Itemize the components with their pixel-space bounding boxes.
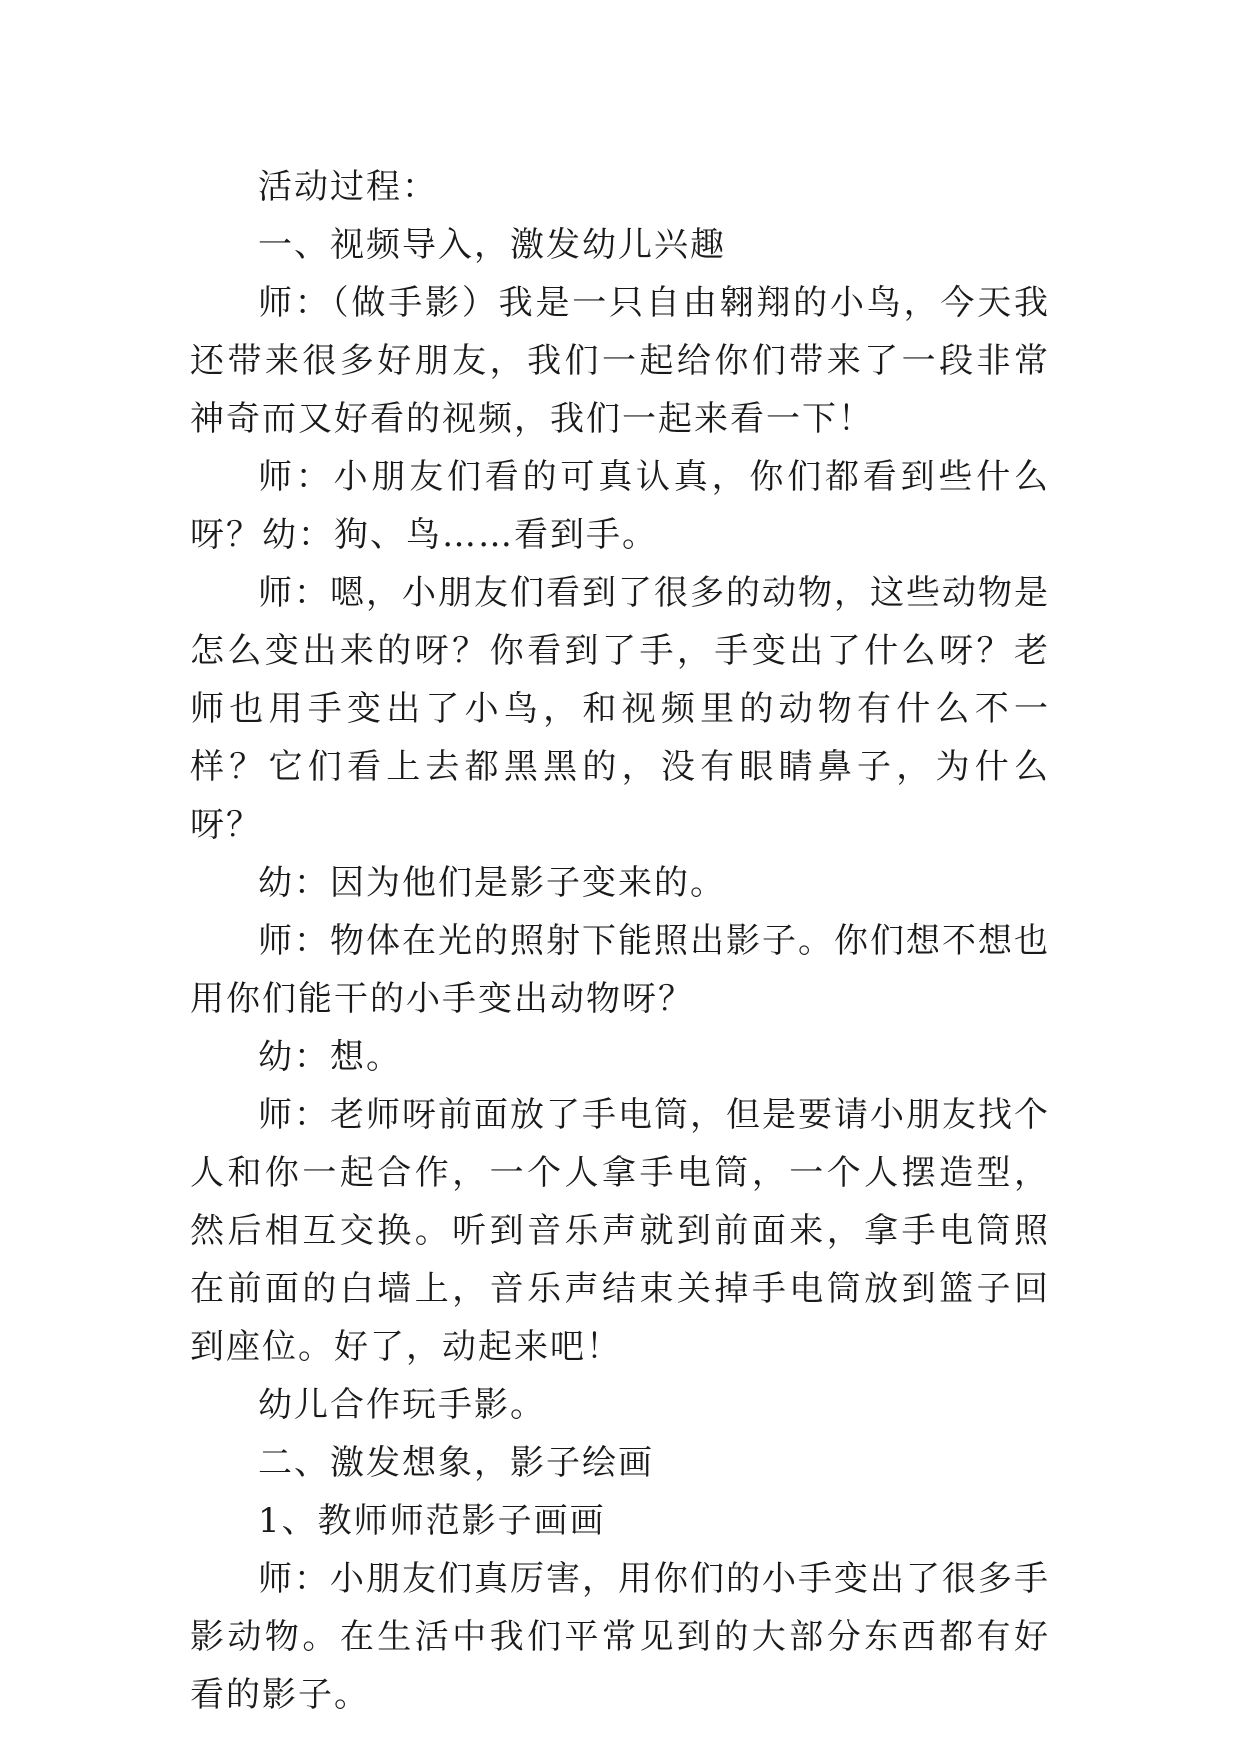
paragraph-children-play: 幼儿合作玩手影。 (258, 1385, 546, 1425)
paragraph-teacher-praise: 师：小朋友们真厉害，用你们的小手变出了很多手影动物。在生活中我们平常见到的大部分东西都有好看的影子。 (190, 1559, 1050, 1715)
subsection-heading-1: 1、教师师范影子画画 (258, 1501, 606, 1541)
paragraph-teacher-animals: 师：嗯，小朋友们看到了很多的动物，这些动物是怎么变出来的呀？你看到了手，手变出了什么呀？老师也用手变出了小鸟，和视频里的动物有什么不一样？它们看上去都黑黑的，没有眼睛鼻子，为什么呀？ (190, 573, 1050, 845)
section-heading-2: 二、激发想象，影子绘画 (258, 1443, 654, 1483)
document-body (190, 158, 1050, 1724)
section-heading-1: 一、视频导入，激发幼儿兴趣 (258, 225, 726, 265)
paragraph-teacher-intro: 师：（做手影）我是一只自由翱翔的小鸟，今天我还带来很多好朋友，我们一起给你们带来了一段非常神奇而又好看的视频，我们一起来看一下！ (190, 283, 1050, 439)
paragraph-child-answer: 幼：因为他们是影子变来的。 (258, 863, 726, 903)
paragraph-teacher-question: 师：小朋友们看的可真认真，你们都看到些什么呀？幼：狗、鸟……看到手。 (190, 457, 1050, 555)
paragraph-child-want: 幼：想。 (258, 1037, 402, 1077)
heading-activity-process: 活动过程： (258, 167, 438, 207)
paragraph-teacher-light: 师：物体在光的照射下能照出影子。你们想不想也用你们能干的小手变出动物呀？ (190, 921, 1050, 1019)
paragraph-teacher-instructions: 师：老师呀前面放了手电筒，但是要请小朋友找个人和你一起合作，一个人拿手电筒，一个人摆造型，然后相互交换。听到音乐声就到前面来，拿手电筒照在前面的白墙上，音乐声结束关掉手电筒放到篮子回到座位。好了，动起来吧！ (190, 1095, 1050, 1367)
